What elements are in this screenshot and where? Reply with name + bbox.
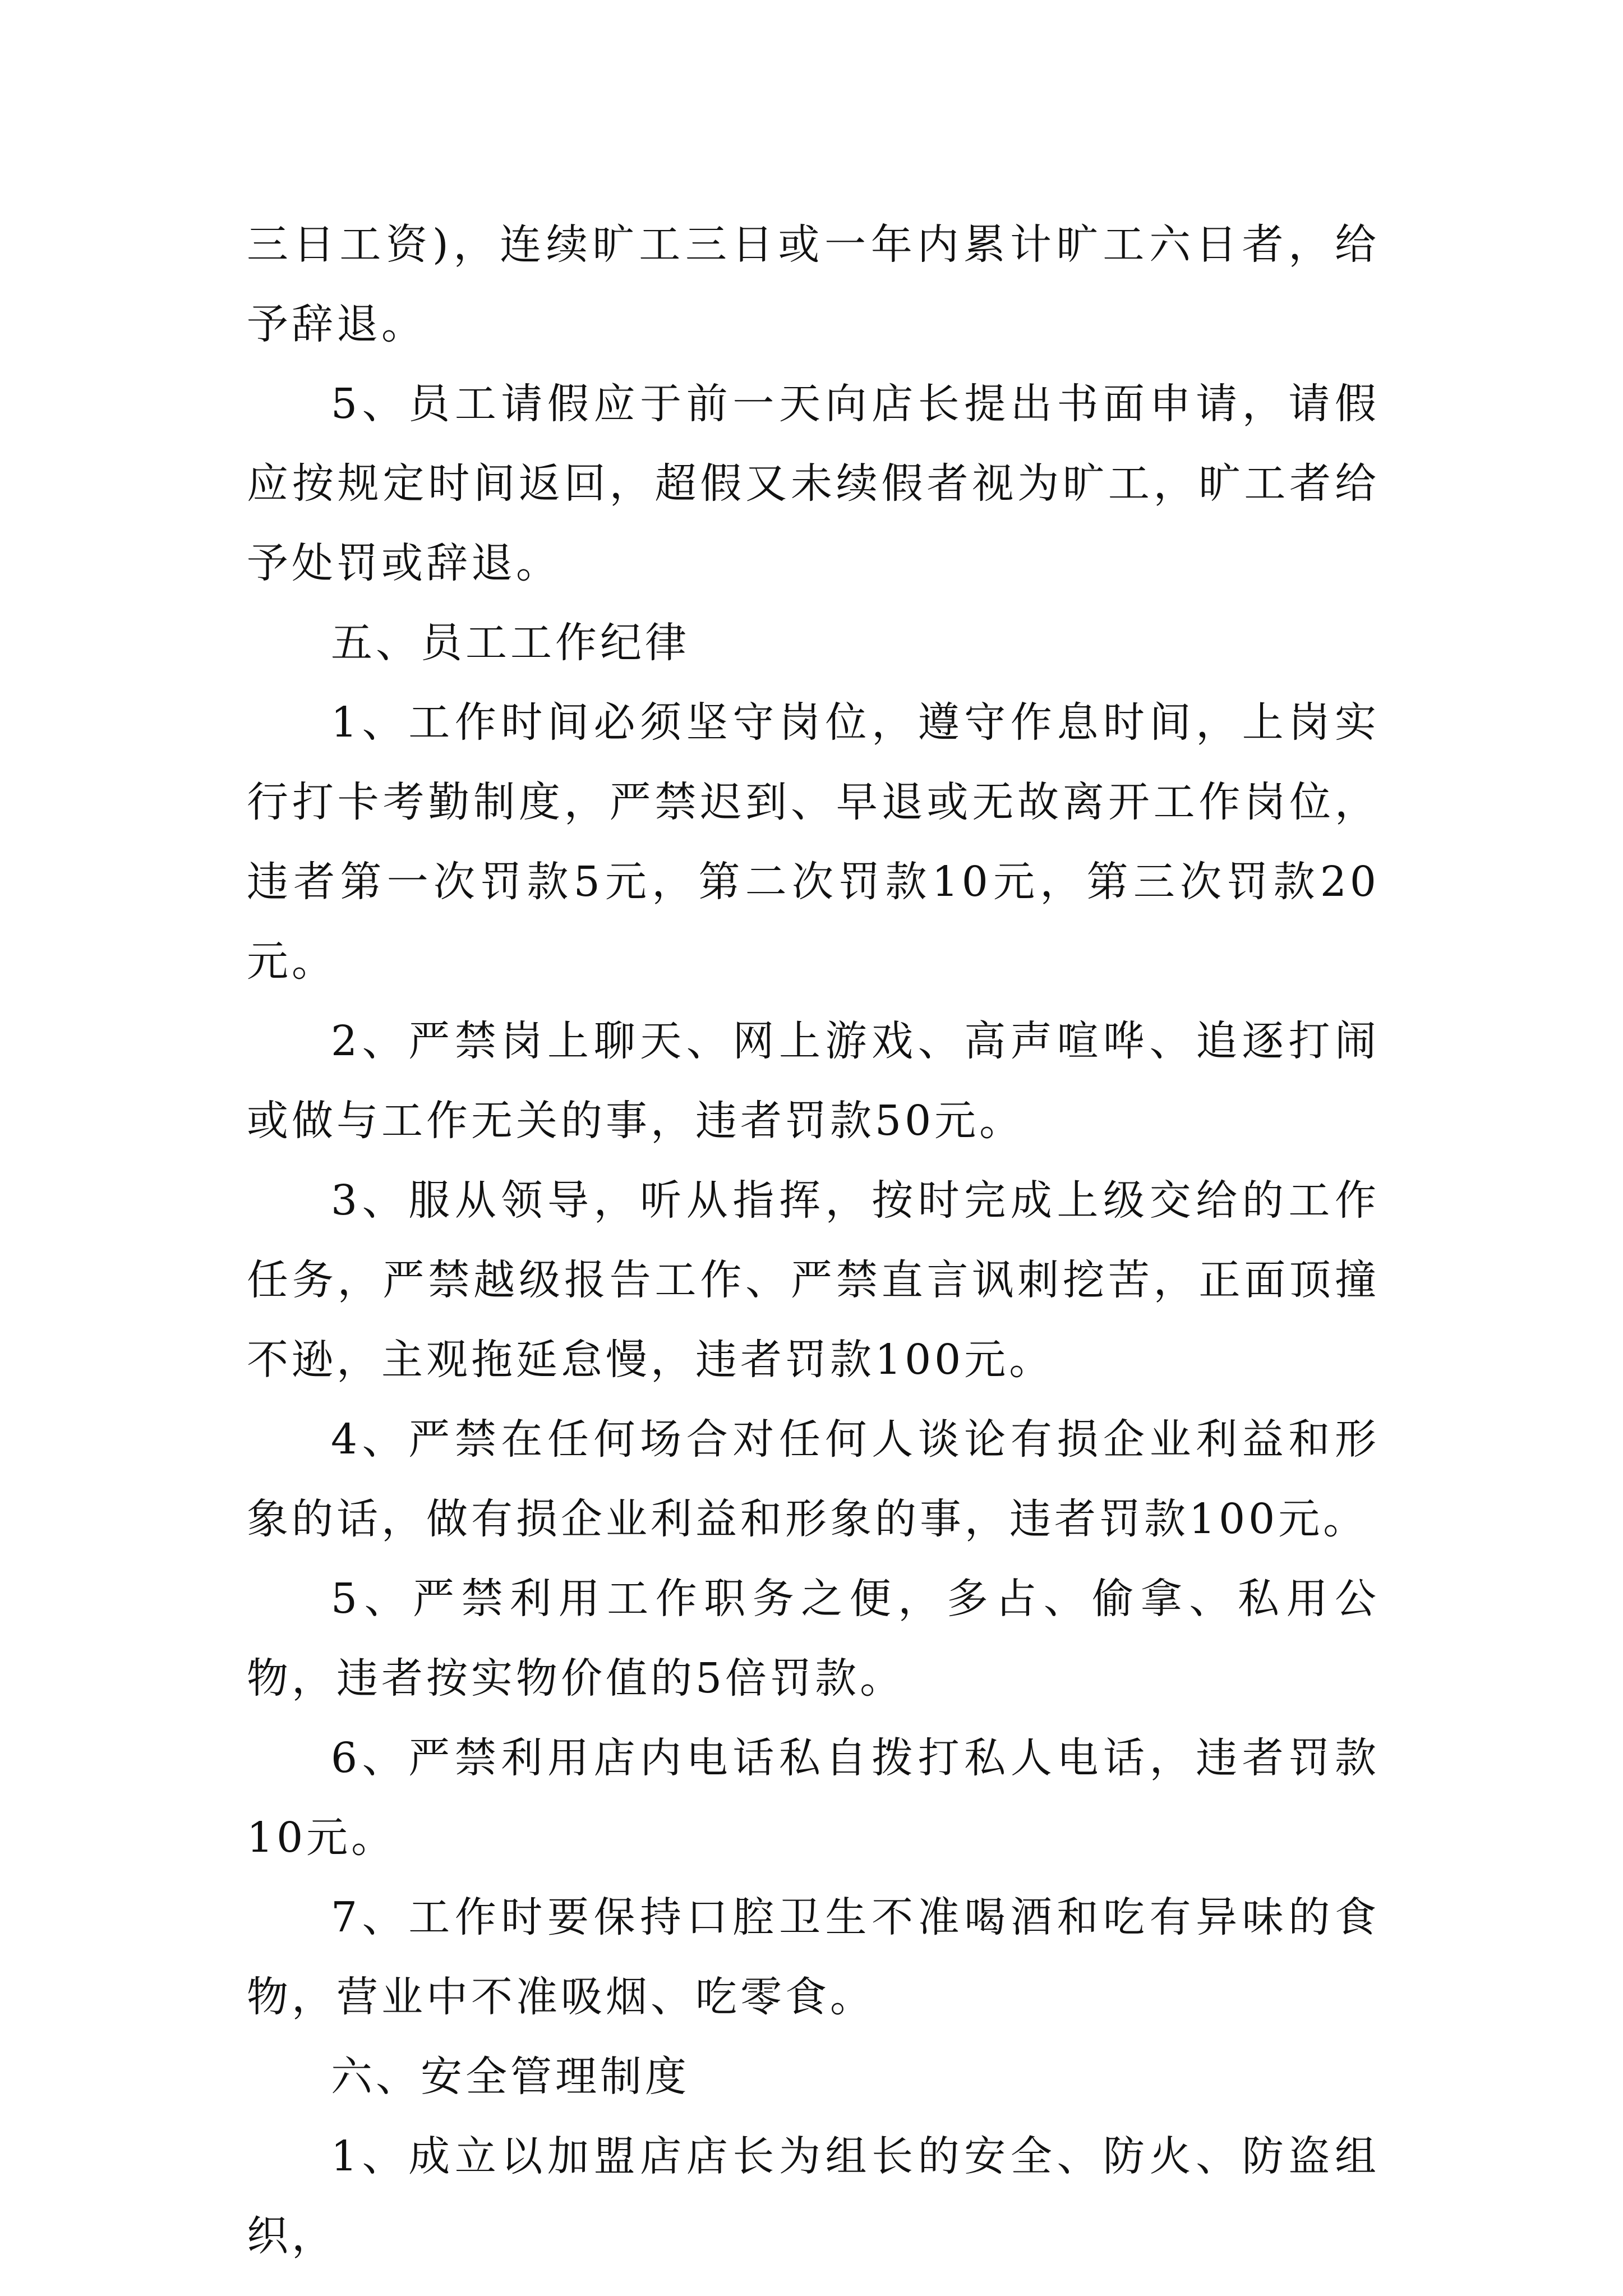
paragraph-public-property: 5、严禁利用工作职务之便，多占、偷拿、私用公物，违者按实物价值的5倍罚款。 bbox=[247, 1575, 1380, 1703]
paragraph-no-chatting: 2、严禁岗上聊天、网上游戏、高声喧哗、追逐打闹或做与工作无关的事，违者罚款50元。 bbox=[247, 1017, 1380, 1145]
paragraph-safety-organization: 1、成立以加盟店店长为组长的安全、防火、防盗组织， bbox=[247, 2132, 1380, 2260]
section-heading-safety-management: 六、安全管理制度 bbox=[331, 2053, 690, 2101]
paragraph-wage-continuation: 三日工资)，连续旷工三日或一年内累计旷工六日者，给予辞退。 bbox=[247, 220, 1380, 348]
section-heading-work-discipline: 五、员工工作纪律 bbox=[331, 619, 690, 667]
paragraph-oral-hygiene: 7、工作时要保持口腔卫生不准喝酒和吃有异味的食物，营业中不准吸烟、吃零食。 bbox=[247, 1893, 1380, 2021]
paragraph-leave-request: 5、员工请假应于前一天向店长提出书面申请，请假应按规定时间返回，超假又未续假者视为旷工，旷工者给予处罚或辞退。 bbox=[247, 380, 1380, 587]
paragraph-obey-leadership: 3、服从领导，听从指挥，按时完成上级交给的工作任务，严禁越级报告工作、严禁直言讽刺挖苦，正面顶撞不逊，主观拖延怠慢，违者罚款100元。 bbox=[247, 1176, 1380, 1384]
paragraph-company-image: 4、严禁在任何场合对任何人谈论有损企业利益和形象的话，做有损企业利益和形象的事，违者罚款100元。 bbox=[247, 1415, 1380, 1543]
paragraph-attendance: 1、工作时间必须坚守岗位，遵守作息时间，上岗实行打卡考勤制度，严禁迟到、早退或无故离开工作岗位，违者第一次罚款5元，第二次罚款10元，第三次罚款20元。 bbox=[247, 698, 1380, 986]
document-body bbox=[247, 205, 1380, 2276]
paragraph-private-calls: 6、严禁利用店内电话私自拨打私人电话，违者罚款10元。 bbox=[247, 1734, 1380, 1862]
